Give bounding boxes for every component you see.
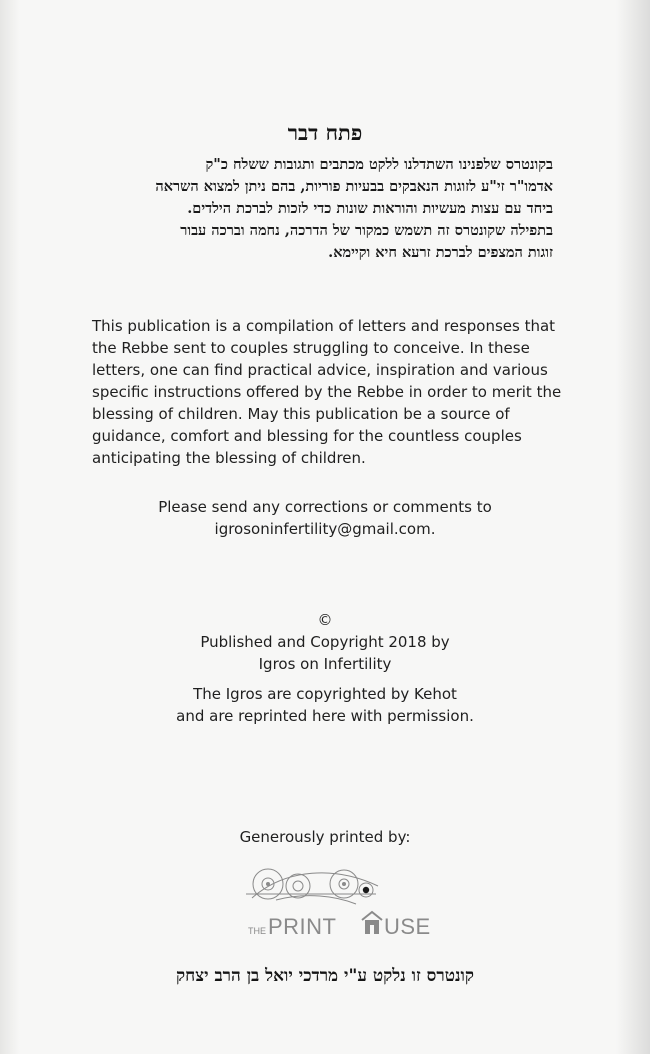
logo-brand-print: PRINT	[268, 914, 337, 939]
house-icon	[362, 912, 382, 934]
hebrew-intro-line: בקונטרס שלפנינו השתדלנו ללקט מכתבים ותגובות ששלח כ"ק	[205, 156, 553, 173]
contact-line: Please send any corrections or comments to	[158, 498, 492, 516]
logo-rings-graphic	[246, 869, 378, 904]
permission-line: and are reprinted here with permission.	[176, 707, 474, 725]
published-line: Published and Copyright 2018 by	[200, 633, 450, 651]
published-block	[0, 631, 650, 675]
hebrew-intro-paragraph	[100, 154, 553, 264]
english-intro-line: anticipating the blessing of children.	[92, 449, 366, 467]
english-intro-paragraph	[92, 315, 592, 469]
logo-prefix: THE	[248, 926, 266, 936]
logo-dot	[342, 882, 346, 886]
hebrew-intro-line: ביחד עם עצות מעשיות והוראות שונות כדי לזכות לברכת הילדים.	[187, 200, 553, 217]
english-intro-line: specific instructions offered by the Rebbe in order to merit the	[92, 383, 562, 401]
copyright-symbol: ©	[317, 611, 333, 629]
logo-brand-use: USE	[384, 914, 431, 939]
printhouse-logo	[246, 864, 438, 940]
publisher-name: Igros on Infertility	[258, 655, 392, 673]
logo-dot	[266, 882, 270, 886]
hebrew-intro-line: אדמו"ר זי"ע לזוגות הנאבקים בבעיות פוריות, בהם ניתן למצוא השראה	[155, 178, 553, 195]
kehot-permission-block	[0, 683, 650, 727]
hebrew-title: פתח דבר	[287, 120, 363, 145]
english-intro-line: This publication is a compilation of letters and responses that	[92, 317, 556, 335]
english-intro-line: guidance, comfort and blessing for the countless couples	[92, 427, 522, 445]
hebrew-intro-line: זוגות המצפים לברכת זרעא חיא וקיימא.	[328, 244, 553, 261]
contact-email: igrosoninfertility@gmail.com.	[214, 520, 436, 538]
hebrew-dedication: קונטרס זו נלקט ע"י מרדכי יואל בן הרב יצחק	[176, 966, 474, 986]
logo-dot	[363, 887, 369, 893]
contact-block	[0, 496, 650, 540]
english-intro-line: letters, one can find practical advice, inspiration and various	[92, 361, 548, 379]
english-intro-line: blessing of children. May this publication be a source of	[92, 405, 510, 423]
kehot-copyright-line: The Igros are copyrighted by Kehot	[193, 685, 457, 703]
printed-by-label: Generously printed by:	[239, 828, 411, 846]
hebrew-intro-line: בתפילה שקונטרס זה תשמש כמקור של הדרכה, נחמה וברכה עבור	[180, 222, 553, 239]
english-intro-line: the Rebbe sent to couples struggling to conceive. In these	[92, 339, 530, 357]
